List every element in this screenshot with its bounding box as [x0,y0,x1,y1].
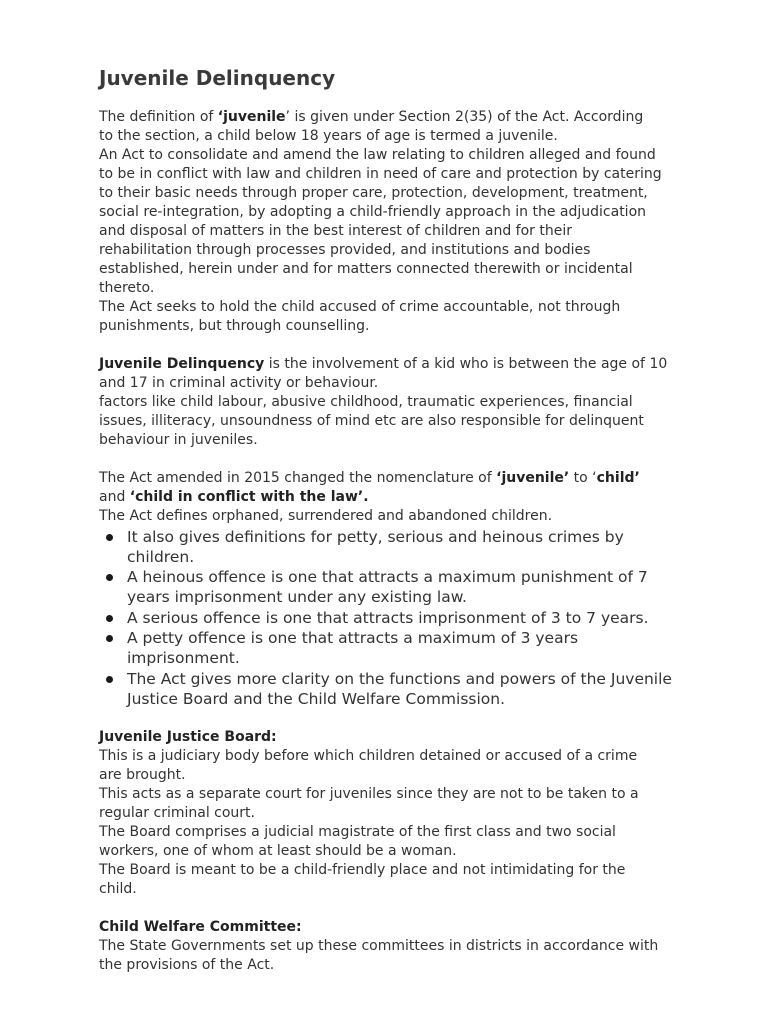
bullet-item: A petty offence is one that attracts a maximum of 3 years [127,629,579,647]
paragraph-line: behaviour in juveniles. [99,432,258,448]
text-run: The Act amended in 2015 changed the nomenclature of [99,470,497,486]
paragraph-line: regular criminal court. [99,805,255,821]
paragraph-line: punishments, but through counselling. [99,318,370,334]
paragraph-line: This is a judiciary body before which children detained or accused of a crime [99,748,638,764]
paragraph-line: The Act defines orphaned, surrendered and abandoned children. [99,508,553,524]
paragraph-line: established, herein under and for matters connected therewith or incidental [99,261,633,277]
paragraph-line: rehabilitation through processes provided, and institutions and bodies [99,242,591,258]
paragraph-line: to the section, a child below 18 years of age is termed a juvenile. [99,128,558,144]
paragraph-line: child. [99,881,137,897]
section-heading [99,918,302,937]
paragraph-line: social re-integration, by adopting a child-friendly approach in the adjudication [99,204,647,220]
section-heading-text: Juvenile Justice Board: [99,729,277,745]
bullet-item: The Act gives more clarity on the functions and powers of the Juvenile [127,670,672,688]
section-heading-text: Child Welfare Committee: [99,919,302,935]
bold-term: child’ [596,470,640,486]
paragraph-line: The Act seeks to hold the child accused of crime accountable, not through [99,299,621,315]
bullet-item: A heinous offence is one that attracts a maximum punishment of 7 [127,568,648,586]
paragraph-line: The State Governments set up these committees in districts in accordance with [99,938,659,954]
bullet-dot-icon [106,676,113,683]
bullet-item-continued: years imprisonment under any existing law. [127,588,467,606]
bullet-item: It also gives definitions for petty, serious and heinous crimes by [127,528,624,546]
paragraph-line: This acts as a separate court for juveniles since they are not to be taken to a [99,786,639,802]
paragraph-line [99,488,369,507]
paragraph-line: The Board comprises a judicial magistrate of the first class and two social [99,824,616,840]
bullet-item: A serious offence is one that attracts imprisonment of 3 to 7 years. [127,609,649,627]
paragraph-line: factors like child labour, abusive childhood, traumatic experiences, financial [99,394,633,410]
text-run: to ‘ [569,470,597,486]
paragraph-line: are brought. [99,767,186,783]
text-run: The definition of [99,109,218,125]
paragraph-line: to their basic needs through proper care, protection, development, treatment, [99,185,648,201]
paragraph-line [99,355,667,374]
bullet-dot-icon [106,574,113,581]
text-run: is the involvement of a kid who is between the age of 10 [264,356,668,372]
paragraph-line: The Board is meant to be a child-friendly place and not intimidating for the [99,862,626,878]
bold-term: ‘child in conflict with the law’. [129,489,369,505]
bullet-item-continued: imprisonment. [127,649,240,667]
bullet-dot-icon [106,615,113,622]
paragraph-line: thereto. [99,280,155,296]
paragraph-line [99,469,640,488]
bold-term: ‘juvenile’ [496,470,570,486]
paragraph-line: to be in conflict with law and children in need of care and protection by catering [99,166,662,182]
text-run: ’ is given under Section 2(35) of the Act. According [285,109,644,125]
bullet-dot-icon [106,534,113,541]
page-title: Juvenile Delinquency [99,66,336,90]
paragraph-line: An Act to consolidate and amend the law relating to children alleged and found [99,147,656,163]
bullet-item-continued: children. [127,548,195,566]
paragraph-line: the provisions of the Act. [99,957,275,973]
paragraph-line: and disposal of matters in the best interest of children and for their [99,223,572,239]
paragraph-line: issues, illiteracy, unsoundness of mind etc are also responsible for delinquent [99,413,644,429]
bullet-item-continued: Justice Board and the Child Welfare Commission. [127,690,506,708]
section-heading [99,728,277,747]
text-run: and [99,489,130,505]
bold-term: Juvenile Delinquency [99,356,265,372]
paragraph-line: and 17 in criminal activity or behaviour. [99,375,379,391]
paragraph-line: workers, one of whom at least should be a woman. [99,843,457,859]
paragraph-line [99,108,643,127]
bold-term: ‘juvenile [217,109,286,125]
bullet-dot-icon [106,635,113,642]
